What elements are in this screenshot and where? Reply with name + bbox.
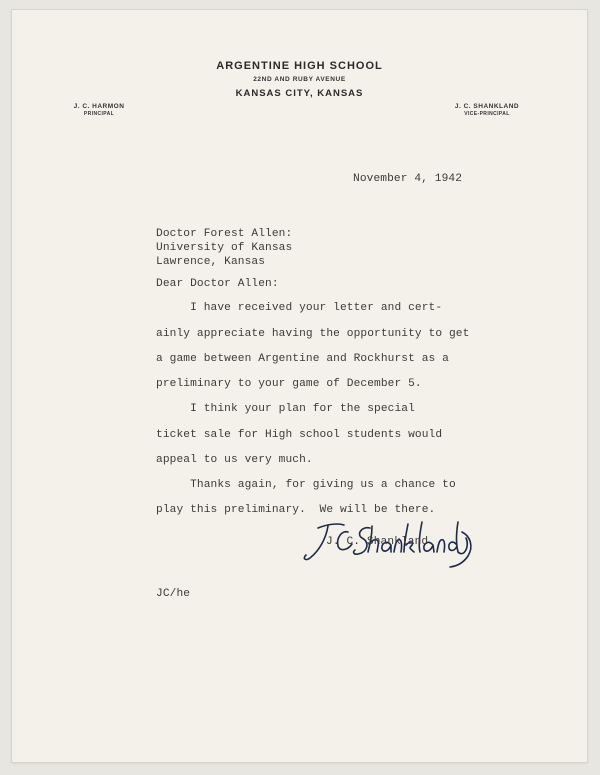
vice-principal-name: J. C. SHANKLAND — [454, 103, 520, 110]
vice-principal-title: VICE-PRINCIPAL — [464, 111, 510, 117]
letterhead-city: KANSAS CITY, KANSAS — [235, 88, 364, 99]
body-line: Thanks again, for giving us a chance to — [156, 479, 456, 491]
body-line: ticket sale for High school students would — [156, 429, 443, 441]
body-line: I think your plan for the special — [156, 403, 415, 415]
body-line: ainly appreciate having the opportunity to get — [156, 328, 470, 340]
body-line: appeal to us very much. — [156, 454, 313, 466]
body-line: a game between Argentine and Rockhurst as a — [156, 353, 449, 365]
recipient-line: University of Kansas — [156, 242, 293, 254]
letterhead-school-name: ARGENTINE HIGH SCHOOL — [216, 60, 383, 72]
letterhead-vice-principal — [447, 103, 527, 117]
principal-name: J. C. HARMON — [73, 103, 125, 110]
letter-date: November 4, 1942 — [353, 173, 463, 185]
body-line: play this preliminary. We will be there. — [156, 504, 436, 516]
reference-initials: JC/he — [156, 588, 191, 600]
recipient-line: Lawrence, Kansas — [156, 256, 266, 268]
typed-signature: J. C. Shankland — [326, 536, 429, 548]
body-line: I have received your letter and cert- — [156, 302, 443, 314]
letterhead-principal — [64, 103, 134, 117]
salutation: Dear Doctor Allen: — [156, 278, 279, 290]
letterhead-street: 22ND AND RUBY AVENUE — [253, 76, 346, 83]
letter-page — [12, 10, 587, 762]
recipient-line: Doctor Forest Allen: — [156, 228, 293, 240]
principal-title: PRINCIPAL — [83, 111, 115, 117]
body-line: preliminary to your game of December 5. — [156, 378, 422, 390]
